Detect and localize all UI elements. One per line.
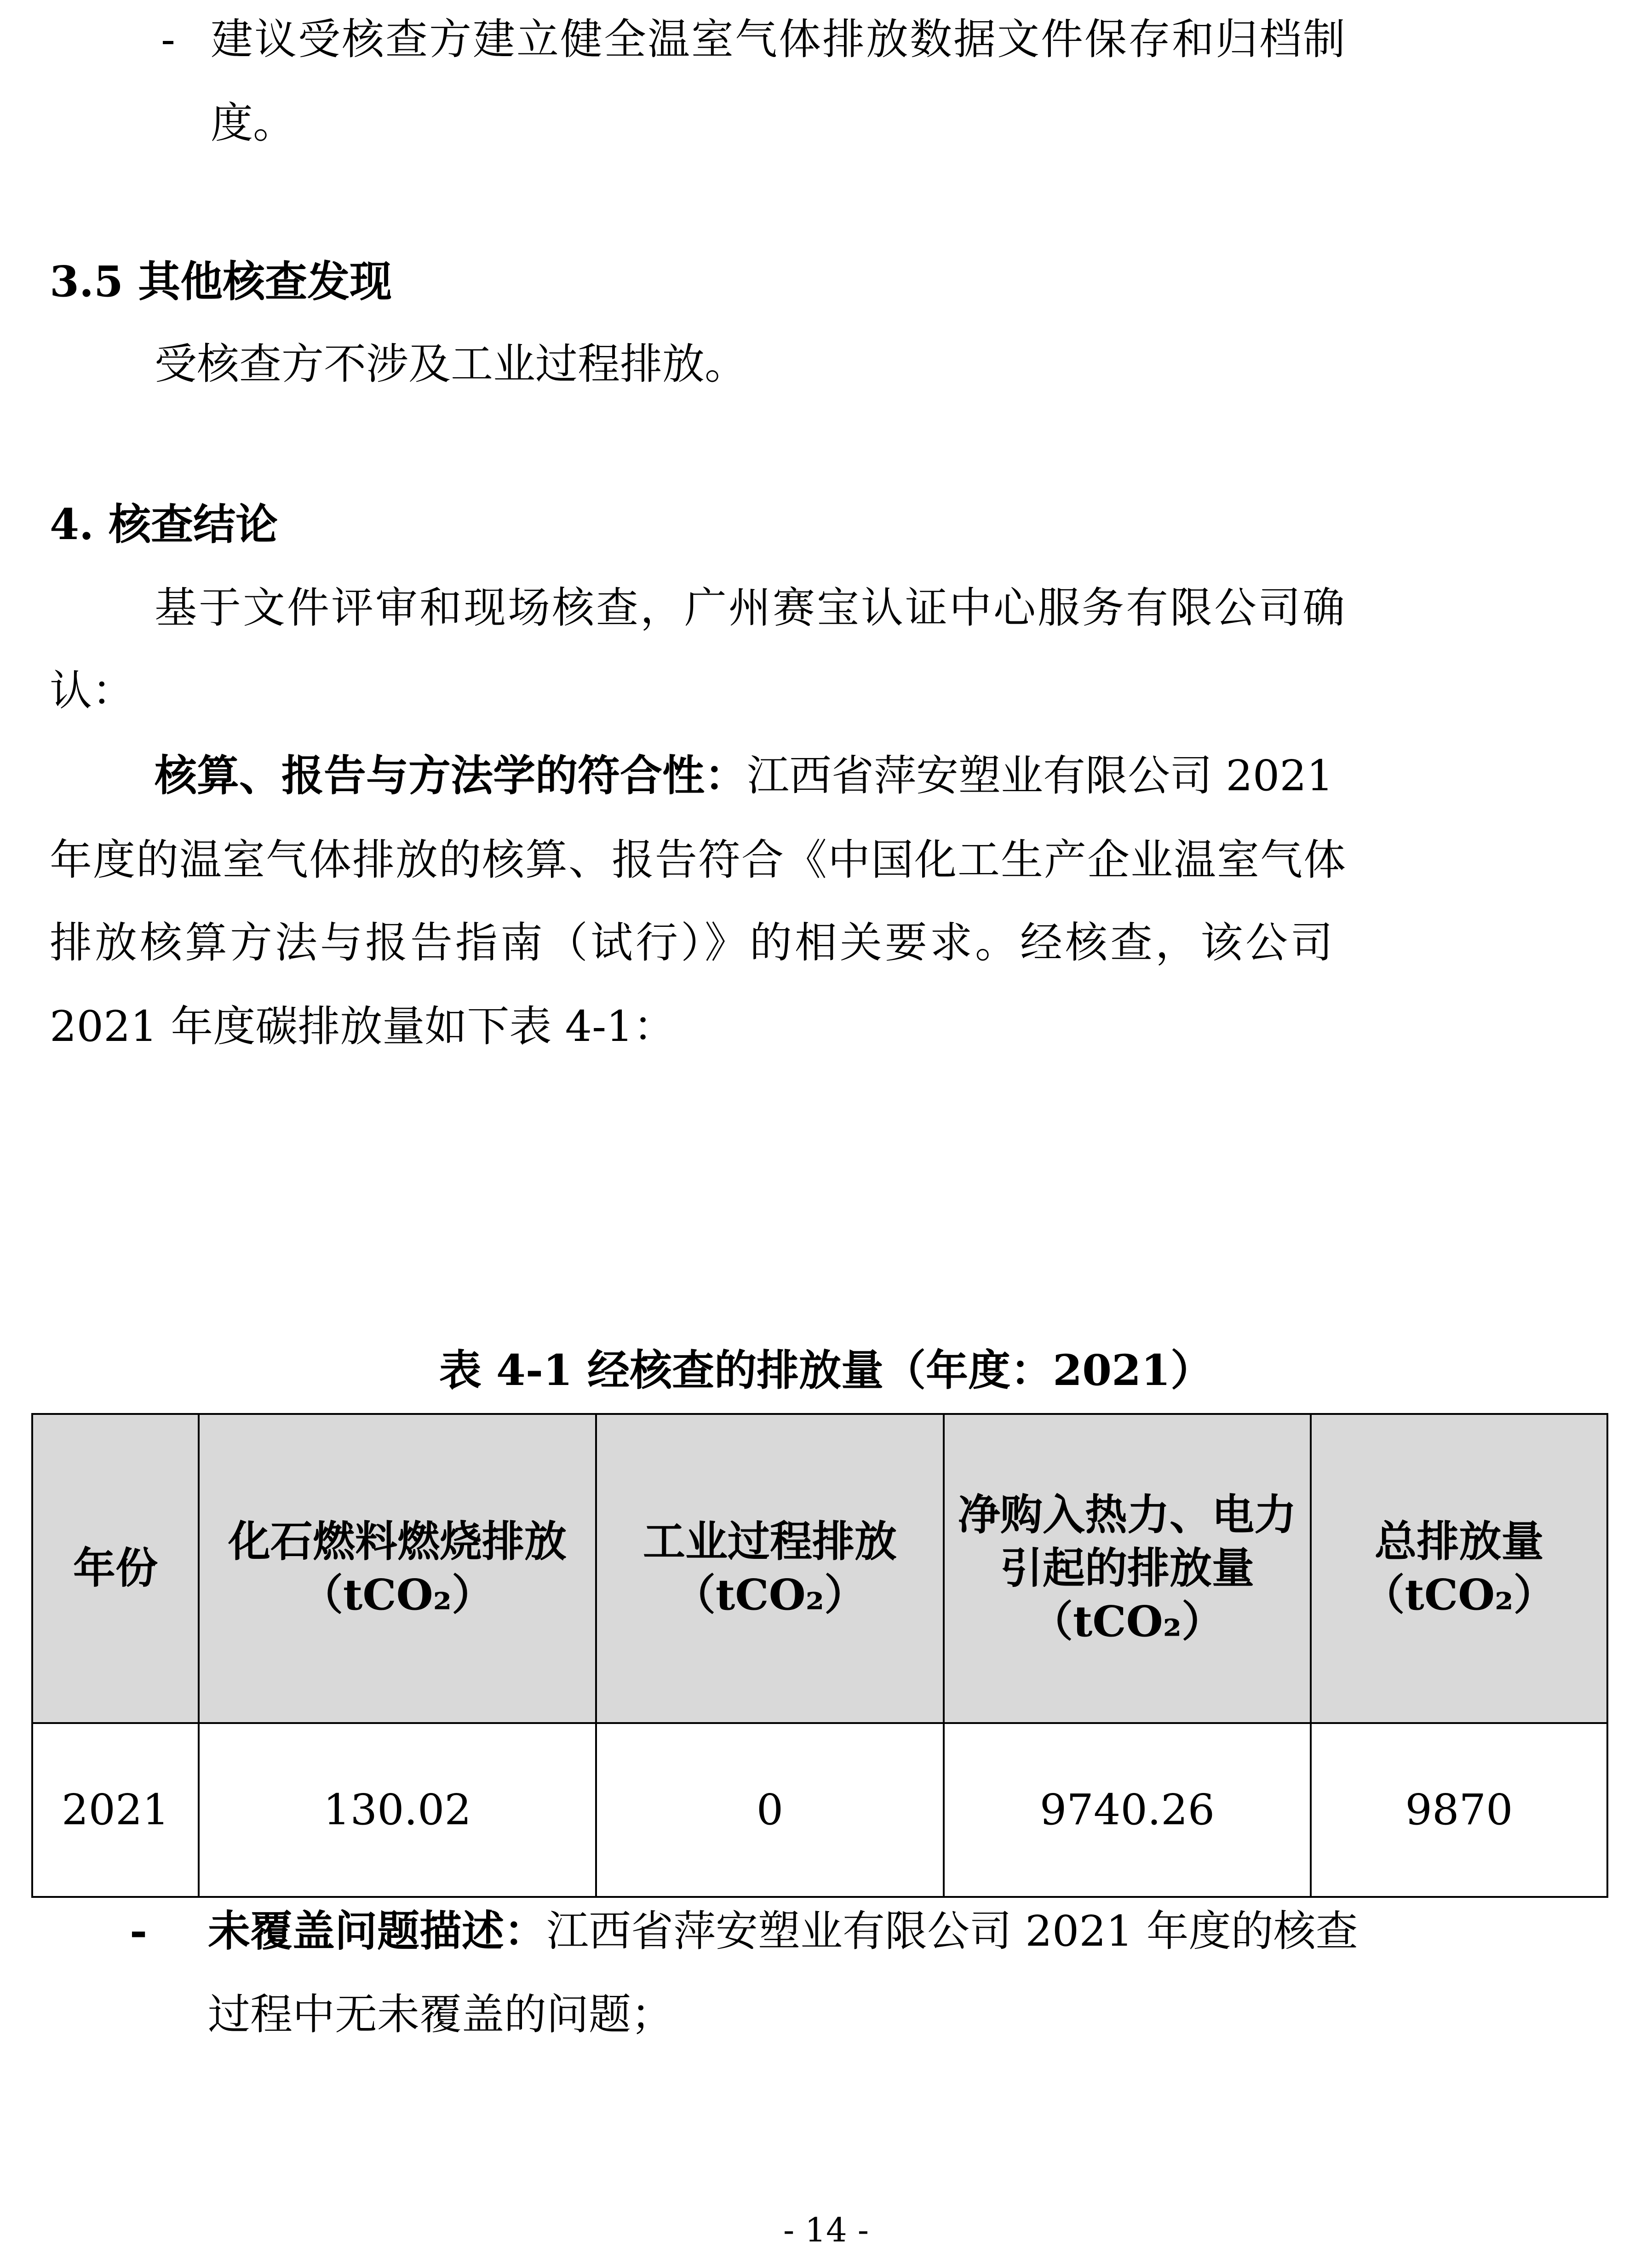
bullet-top-line1: 建议受核查方建立健全温室气体排放数据文件保存和归档制	[211, 15, 1347, 64]
para1-line2: 认：	[50, 666, 135, 715]
section-3-5-text: 受核查方不涉及工业过程排放。	[155, 339, 747, 389]
para2-line2: 年度的温室气体排放的核算、报告符合《中国化工生产企业温室气体	[50, 835, 1347, 885]
cell-year: 2021	[32, 1723, 199, 1897]
table-caption: 表 4-1 经核查的排放量（年度：2021）	[439, 1345, 1213, 1395]
bullet-top-line2: 度。	[211, 98, 296, 148]
cell-purchased-energy: 9740.26	[944, 1723, 1311, 1897]
header-fossil-fuel: 化石燃料燃烧排放（tCO₂）	[199, 1414, 596, 1723]
cell-total: 9870	[1311, 1723, 1607, 1897]
header-industrial-process: 工业过程排放（tCO₂）	[596, 1414, 944, 1723]
section-4-heading: 4. 核查结论	[50, 500, 278, 549]
para2-line1-rest: 江西省萍安塑业有限公司 2021	[747, 751, 1334, 800]
bullet-dash: -	[161, 15, 176, 64]
page-number: - 14 -	[783, 2211, 869, 2249]
uncovered-label: 未覆盖问题描述：	[208, 1906, 547, 1956]
para1-line1: 基于文件评审和现场核查，广州赛宝认证中心服务有限公司确	[155, 583, 1347, 632]
conformity-label: 核算、报告与方法学的符合性：	[155, 751, 747, 800]
bullet-dash: -	[130, 1906, 148, 1956]
header-total: 总排放量（tCO₂）	[1311, 1414, 1607, 1723]
emissions-table	[31, 1413, 1608, 1898]
header-purchased-energy: 净购入热力、电力引起的排放量（tCO₂）	[944, 1414, 1311, 1723]
table-header-row	[32, 1414, 1607, 1723]
para2-line3: 排放核算方法与报告指南（试行）》的相关要求。经核查，该公司	[50, 918, 1336, 967]
para2-line4: 2021 年度碳排放量如下表 4-1：	[50, 1002, 676, 1051]
bullet-bottom-line1-rest: 江西省萍安塑业有限公司 2021 年度的核查	[546, 1907, 1358, 1956]
section-3-5-heading: 3.5 其他核查发现	[50, 257, 392, 306]
bullet-bottom-line2: 过程中无未覆盖的问题；	[208, 1990, 674, 2039]
cell-fossil-fuel: 130.02	[199, 1723, 596, 1897]
table-row	[32, 1723, 1607, 1897]
header-year: 年份	[32, 1414, 199, 1723]
cell-industrial-process: 0	[596, 1723, 944, 1897]
